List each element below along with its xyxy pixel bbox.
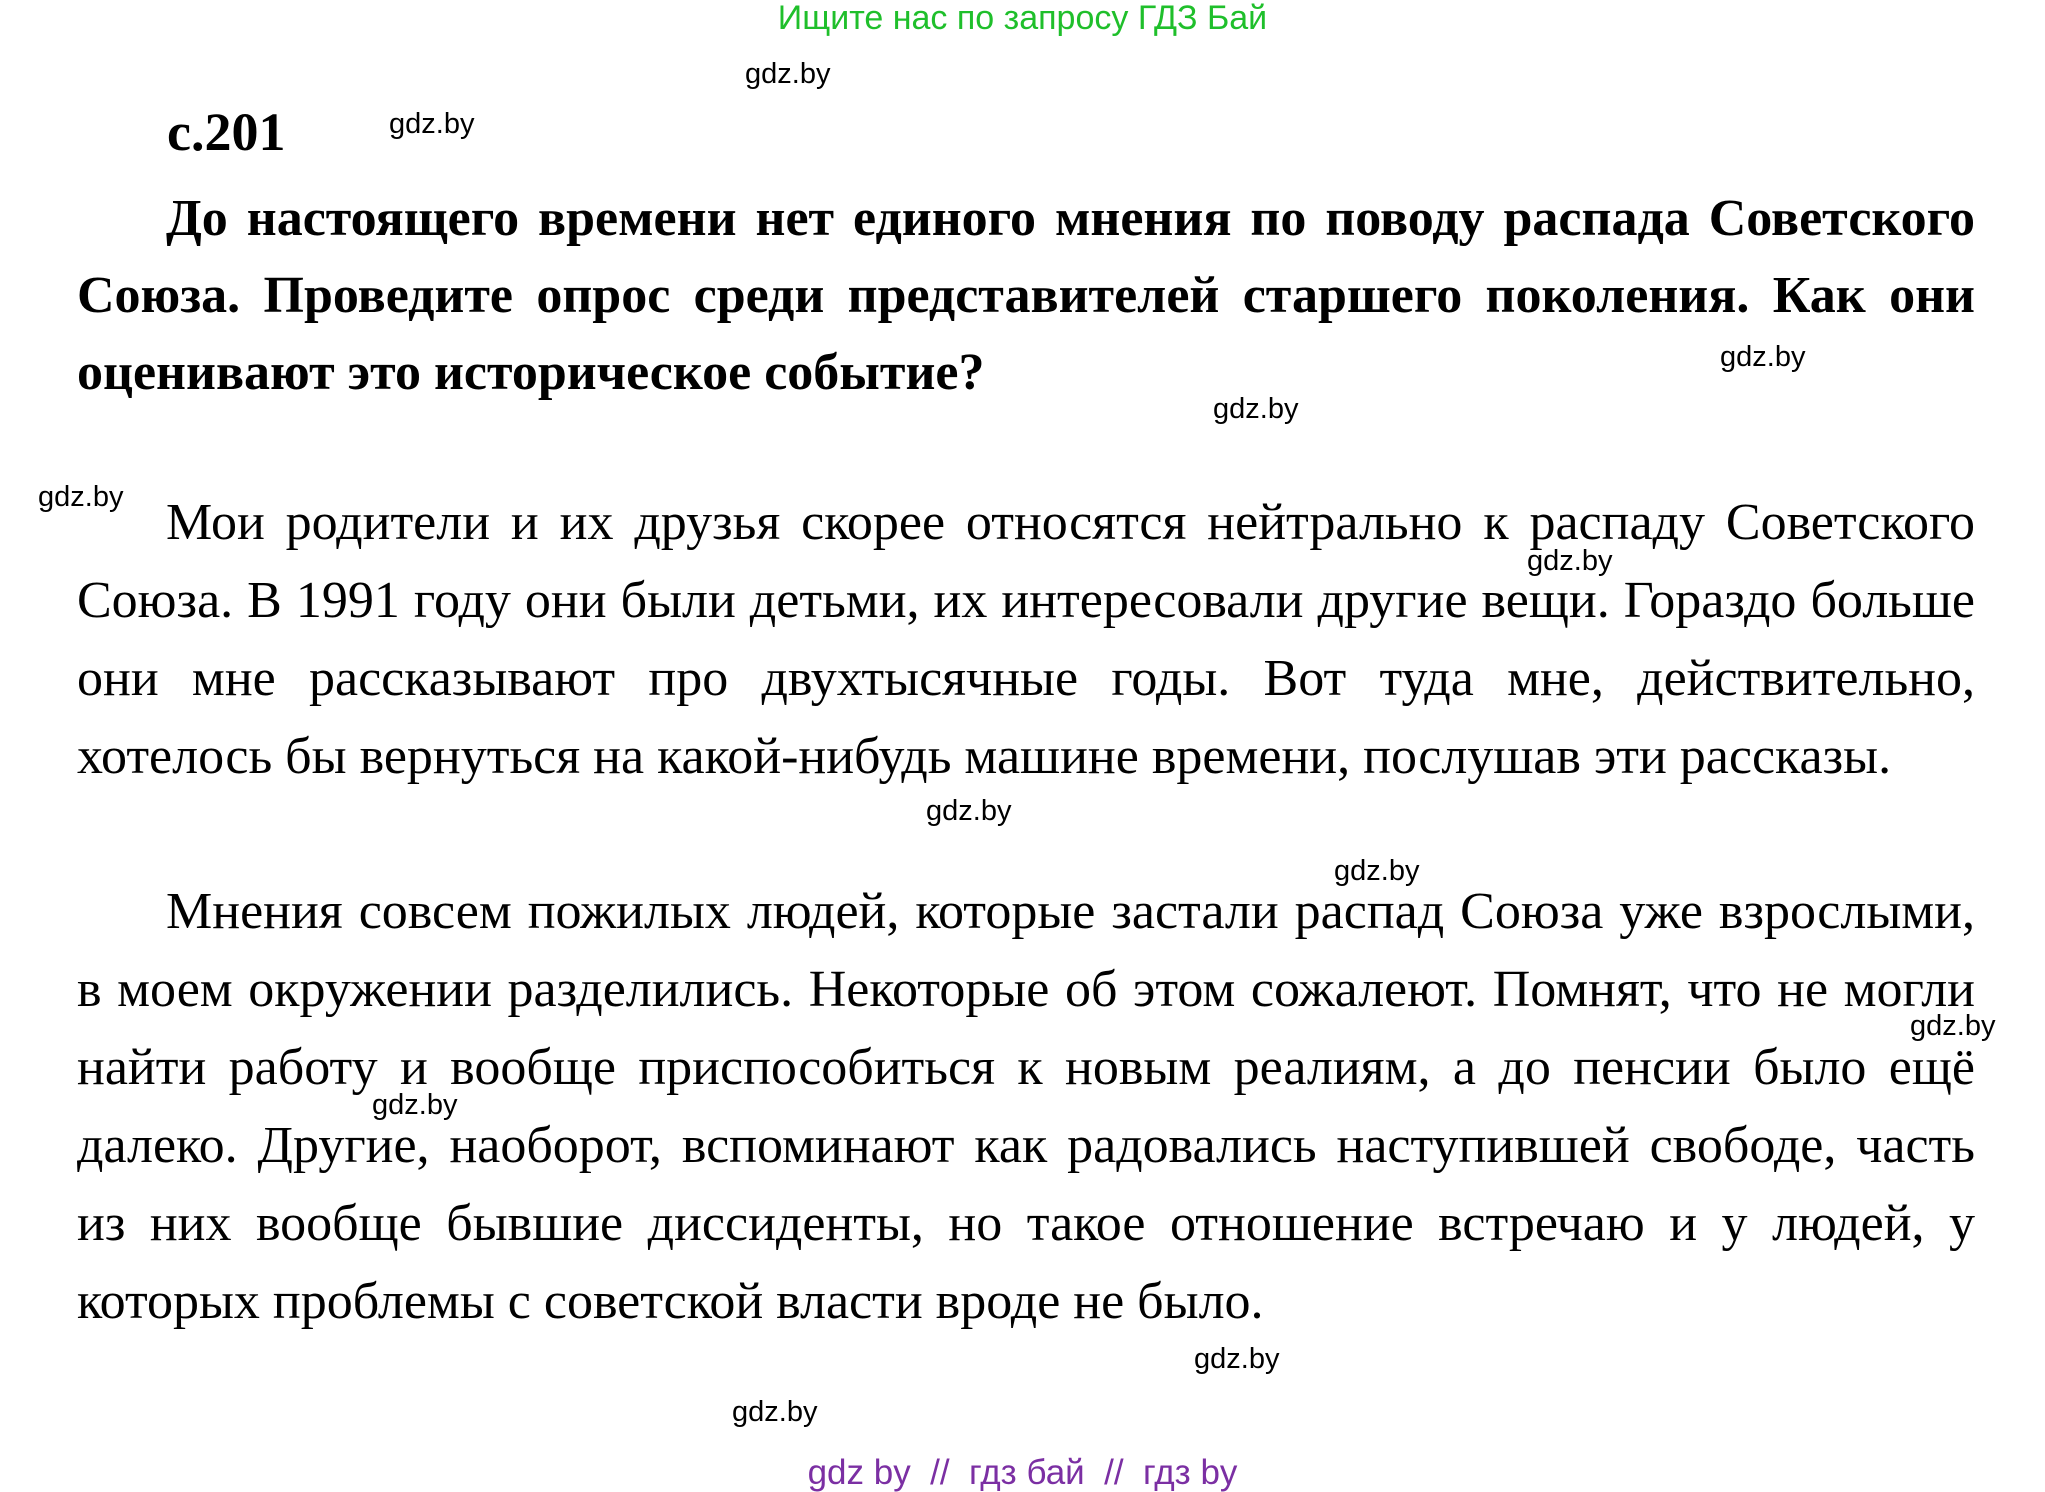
watermark: gdz.by <box>1527 545 1613 577</box>
watermark: gdz.by <box>389 108 475 140</box>
watermark: gdz.by <box>732 1396 818 1428</box>
watermark: gdz.by <box>1910 1010 1996 1042</box>
page-number: с.201 <box>167 102 286 162</box>
watermark: gdz.by <box>38 481 124 513</box>
answer-paragraph-1: Мои родители и их друзья скорее относятся нейтрально к распаду Советского Союза. В 1991 году они были детьми, их интересовали другие вещи. Гораздо больше они мне рассказывают про двухтысячные годы. Вот туда мне, действительно, хотелось бы вернуться на какой-нибудь машине времени, послушав эти рассказы. <box>77 494 1975 785</box>
watermark: gdz.by <box>1213 393 1299 425</box>
watermark: gdz.by <box>372 1089 458 1121</box>
footer-links: gdz by // гдз бай // гдз by <box>807 1453 1238 1492</box>
watermark: gdz.by <box>926 795 1012 827</box>
question-text: До настоящего времени нет единого мнения по поводу распада Советского Союза. Проведите опрос среди представителей старшего поколения. Как они оценивают это историческое событие? <box>77 190 1975 401</box>
watermark: gdz.by <box>1334 855 1420 887</box>
watermark: gdz.by <box>1720 341 1806 373</box>
watermark: gdz.by <box>1194 1343 1280 1375</box>
watermark: gdz.by <box>745 58 831 90</box>
answer-paragraph-2: Мнения совсем пожилых людей, которые застали распад Союза уже взрослыми, в моем окружении разделились. Некоторые об этом сожалеют. Помнят, что не могли найти работу и вообще приспособиться к новым реалиям, а до пенсии было ещё далеко. Другие, наоборот, вспоминают как радовались наступившей свободе, часть из них вообще бывшие диссиденты, но такое отношение встречаю и у людей, у которых проблемы с советской власти вроде не было. <box>77 883 1975 1330</box>
top-search-banner: Ищите нас по запросу ГДЗ Бай <box>777 0 1268 37</box>
